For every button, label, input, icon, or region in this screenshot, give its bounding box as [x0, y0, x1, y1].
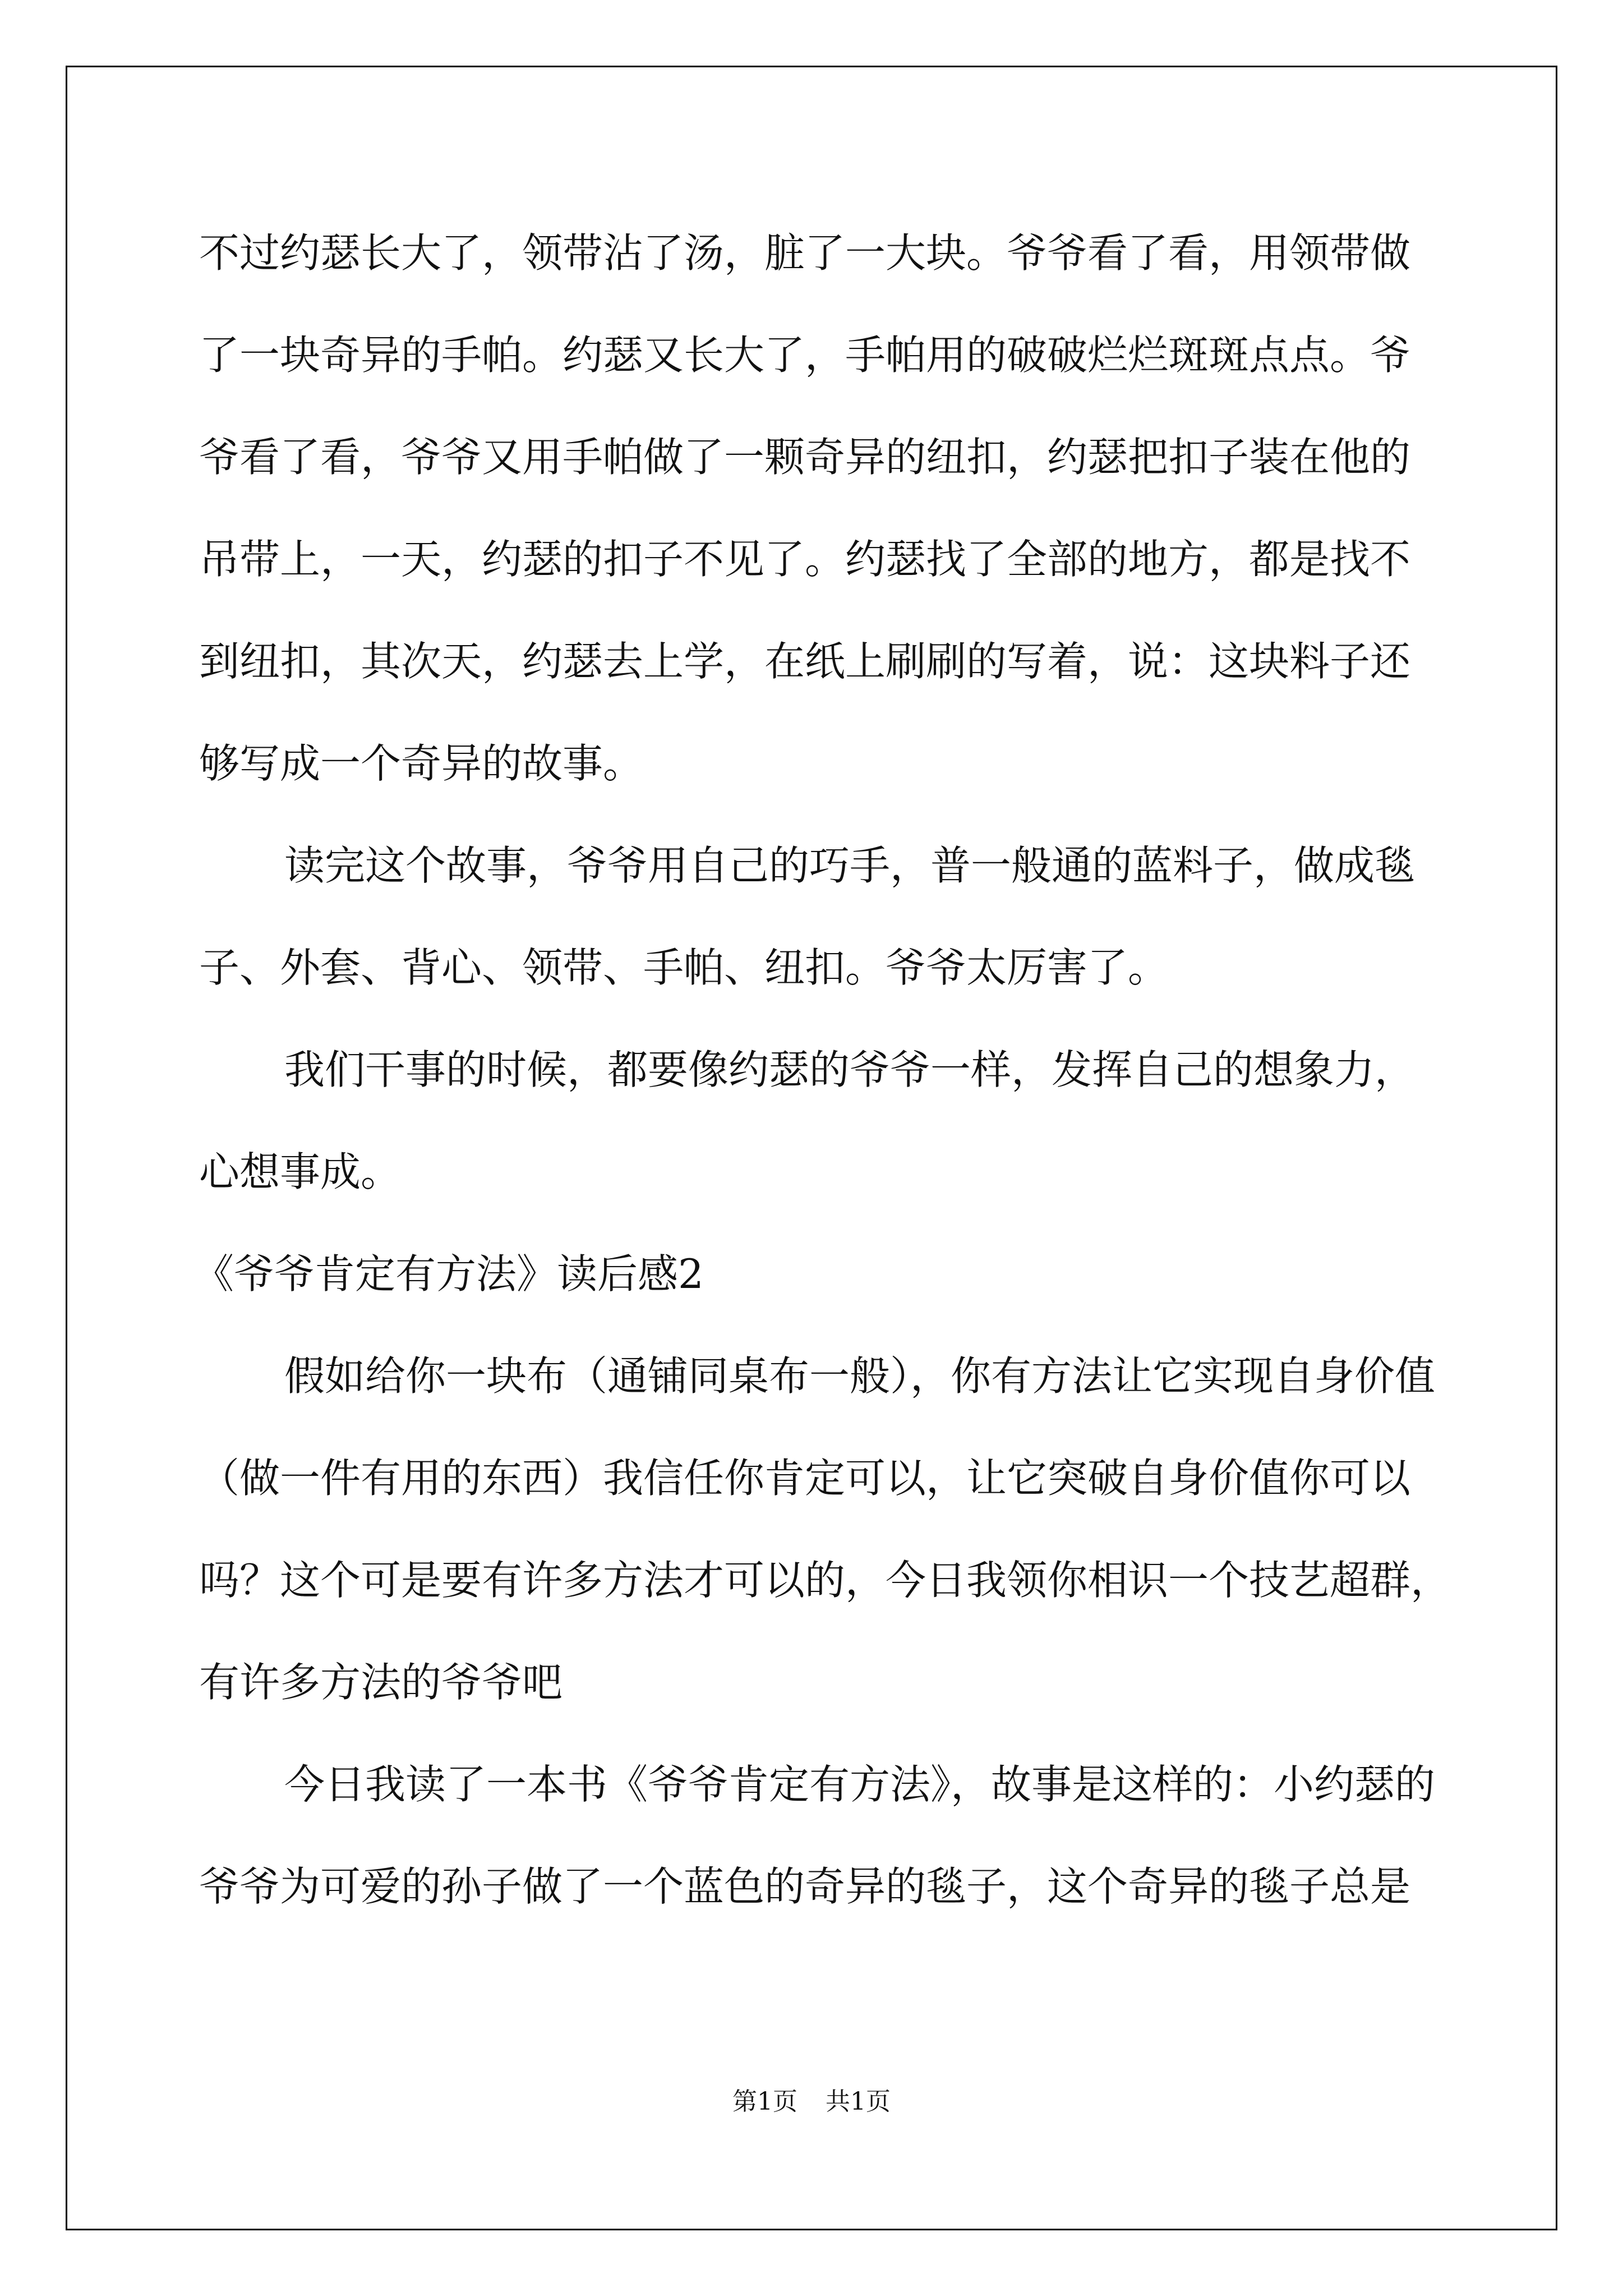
- text-line: 吗？这个可是要有许多方法才可以的，今日我领你相识一个技艺超群，: [199, 1557, 1451, 1604]
- text-line: 不过约瑟长大了，领带沾了汤，脏了一大块。爷爷看了看，用领带做: [199, 229, 1411, 277]
- page-total: 共1页: [826, 2087, 891, 2116]
- text-line: 爷看了看，爷爷又用手帕做了一颗奇异的纽扣，约瑟把扣子装在他的: [199, 434, 1411, 481]
- text-line: 到纽扣，其次天，约瑟去上学，在纸上刷刷的写着，说：这块料子还: [199, 638, 1411, 685]
- page-number: 第1页: [732, 2087, 797, 2116]
- text-line: （做一件有用的东西）我信任你肯定可以，让它突破自身价值你可以: [199, 1455, 1411, 1502]
- section-heading: 《爷爷肯定有方法》读后感2: [193, 1250, 704, 1297]
- paragraph-start-line: 今日我读了一本书《爷爷肯定有方法》，故事是这样的：小约瑟的: [284, 1761, 1436, 1808]
- text-line: 爷爷为可爱的孙子做了一个蓝色的奇异的毯子，这个奇异的毯子总是: [199, 1863, 1411, 1910]
- text-line: 够写成一个奇异的故事。: [199, 740, 644, 787]
- text-line: 心想事成。: [199, 1148, 402, 1195]
- text-line: 吊带上，一天，约瑟的扣子不见了。约瑟找了全部的地方，都是找不: [199, 536, 1411, 583]
- document-body: [193, 202, 1451, 1938]
- text-line: 子、外套、背心、领带、手帕、纽扣。爷爷太厉害了。: [199, 944, 1169, 991]
- page-footer: [0, 2081, 1623, 2117]
- paragraph-start-line: 我们干事的时候，都要像约瑟的爷爷一样，发挥自己的想象力，: [284, 1046, 1415, 1093]
- paragraph-start-line: 读完这个故事，爷爷用自己的巧手，普一般通的蓝料子，做成毯: [284, 842, 1415, 889]
- paragraph-start-line: 假如给你一块布（通铺同桌布一般），你有方法让它实现自身价值: [284, 1352, 1436, 1400]
- text-line: 了一块奇异的手帕。约瑟又长大了，手帕用的破破烂烂斑斑点点。爷: [199, 332, 1411, 379]
- text-line: 有许多方法的爷爷吧: [199, 1659, 563, 1706]
